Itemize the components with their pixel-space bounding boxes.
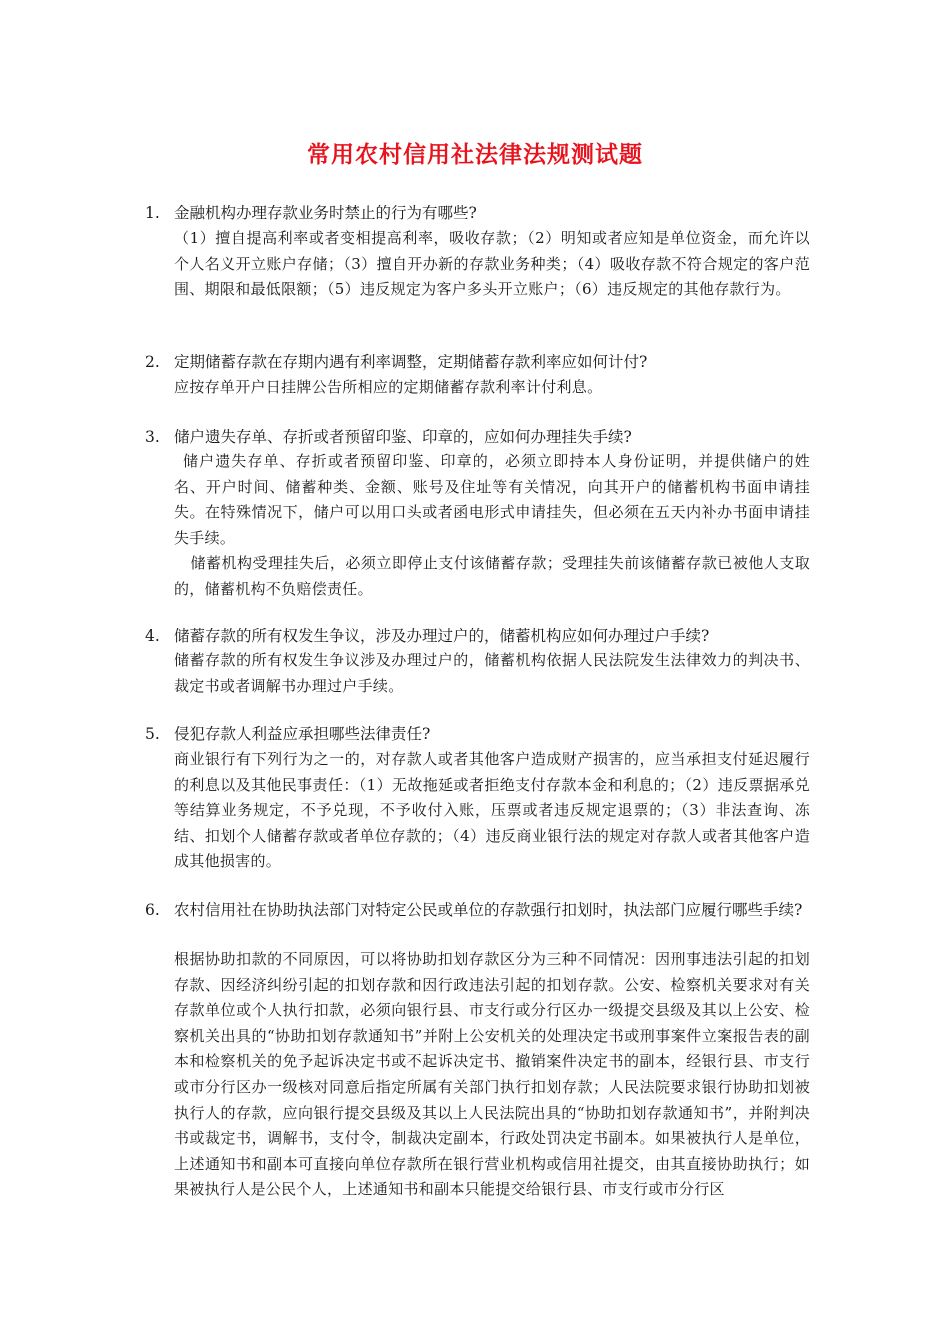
answer-5 bbox=[174, 747, 810, 875]
answer-paragraph: 储户遗失存单、存折或者预留印鉴、印章的，必须立即持本人身份证明，并提供储户的姓名、开户时间、储蓄种类、金额、账号及住址等有关情况，向其开户的储蓄机构书面申请挂失。在特殊情况下，储户可以用口头或者函电形式申请挂失，但必须在五天内补办书面申请挂失手续。 bbox=[174, 452, 810, 547]
question-text: 农村信用社在协助执法部门对特定公民或单位的存款强行扣划时，执法部门应履行哪些手续? bbox=[174, 901, 803, 919]
answer-1 bbox=[174, 226, 810, 303]
answer-paragraph: 储蓄存款的所有权发生争议涉及办理过户的，储蓄机构依据人民法院发生法律效力的判决书、裁定书或者调解书办理过户手续。 bbox=[174, 651, 810, 695]
question-text: 侵犯存款人利益应承担哪些法律责任? bbox=[174, 725, 431, 743]
answer-3 bbox=[174, 449, 810, 603]
answer-paragraph: 储蓄机构受理挂失后，必须立即停止支付该储蓄存款；受理挂失前该储蓄存款已被他人支取的，储蓄机构不负赔偿责任。 bbox=[174, 554, 810, 598]
answer-6 bbox=[174, 947, 810, 1203]
question-text: 储户遗失存单、存折或者预留印鉴、印章的，应如何办理挂失手续? bbox=[174, 428, 632, 446]
question-text: 定期储蓄存款在存期内遇有利率调整，定期储蓄存款利率应如何计付? bbox=[174, 353, 648, 371]
page-title: 常用农村信用社法律法规测试题 bbox=[307, 142, 643, 168]
question-number: 2. bbox=[145, 353, 160, 371]
answer-paragraph: 应按存单开户日挂牌公告所相应的定期储蓄存款利率计付利息。 bbox=[174, 378, 603, 396]
answer-paragraph: （1）擅自提高利率或者变相提高利率，吸收存款；（2）明知或者应知是单位资金，而允许以个人名义开立账户存储；（3）擅自开办新的存款业务种类；（4）吸收存款不符合规定的客户范围、期限和最低限额；（5）违反规定为客户多头开立账户；（6）违反规定的其他存款行为。 bbox=[174, 229, 810, 299]
answer-2 bbox=[174, 375, 810, 401]
question-text: 储蓄存款的所有权发生争议，涉及办理过户的，储蓄机构应如何办理过户手续? bbox=[174, 627, 710, 645]
question-text: 金融机构办理存款业务时禁止的行为有哪些? bbox=[174, 204, 477, 222]
answer-paragraph: 商业银行有下列行为之一的，对存款人或者其他客户造成财产损害的，应当承担支付延迟履行的利息以及其他民事责任：（1）无故拖延或者拒绝支付存款本金和利息的；（2）违反票据承兑等结算业务规定，不予兑现，不予收付入账，压票或者违反规定退票的；（3）非法查询、冻结、扣划个人储蓄存款或者单位存款的；（4）违反商业银行法的规定对存款人或者其他客户造成其他损害的。 bbox=[174, 750, 810, 871]
answer-4 bbox=[174, 648, 810, 699]
question-number: 4. bbox=[145, 627, 160, 645]
question-number: 3. bbox=[145, 428, 160, 446]
question-number: 5. bbox=[145, 725, 160, 743]
answer-paragraph: 根据协助扣款的不同原因，可以将协助扣划存款区分为三种不同情况：因刑事违法引起的扣划存款、因经济纠纷引起的扣划存款和因行政违法引起的扣划存款。公安、检察机关要求对有关存款单位或个人执行扣款，必须向银行县、市支行或分行区办一级提交县级及其以上公安、检察机关出具的“协助扣划存款通知书”并附上公安机关的处理决定书或刑事案件立案报告表的副本和检察机关的免予起诉决定书或不起诉决定书、撤销案件决定书的副本，经银行县、市支行或市分行区办一级核对同意后指定所属有关部门执行扣划存款；人民法院要求银行协助扣划被执行人的存款，应向银行提交县级及其以上人民法院出具的“协助扣划存款通知书”，并附判决书或裁定书，调解书，支付令，制裁决定副本，行政处罚决定书副本。如果被执行人是单位，上述通知书和副本可直接向单位存款所在银行营业机构或信用社提交，由其直接协助执行；如果被执行人是公民个人，上述通知书和副本只能提交给银行县、市支行或市分行区 bbox=[174, 950, 810, 1199]
question-number: 6. bbox=[145, 901, 160, 919]
question-number: 1. bbox=[145, 204, 160, 222]
